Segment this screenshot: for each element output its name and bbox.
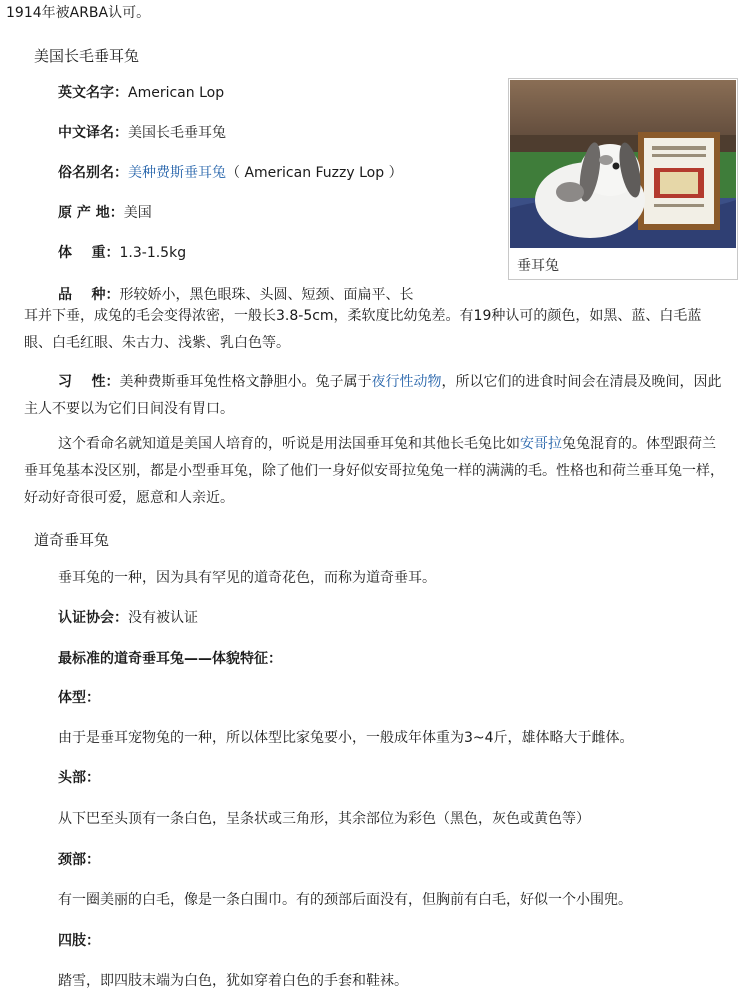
cert-label: 认证协会：	[58, 610, 128, 626]
section-title-dutch-lop: 道奇垂耳兔	[34, 531, 110, 549]
standard-heading: 最标准的道奇垂耳兔——体貌特征：	[58, 651, 282, 667]
info-row-origin	[58, 202, 152, 222]
chinese-name-value: 美国长毛垂耳兔	[128, 125, 226, 141]
desc-text-a: 这个看命名就知道是美国人培育的，听说是用法国垂耳兔和其他长毛兔比如	[58, 436, 520, 452]
dutch-lop-intro: 垂耳兔的一种，因为具有罕见的道奇花色，而称为道奇垂耳。	[58, 570, 436, 586]
weight-label: 体 重：	[58, 245, 120, 261]
info-row-weight	[58, 242, 186, 262]
english-name-label: 英文名字：	[58, 85, 128, 101]
weight-value: 1.3-1.5kg	[119, 245, 187, 261]
image-card	[508, 78, 738, 280]
alias-rest: （ American Fuzzy Lop ）	[226, 165, 403, 181]
angora-link[interactable]: 安哥拉	[520, 436, 562, 452]
breed-text-line1: 形较娇小，黑色眼珠、头圆、短颈、面扁平、长	[119, 287, 414, 303]
cert-row	[58, 607, 198, 627]
intro-text: 1914年被ARBA认可。	[6, 5, 151, 21]
habit-text-b: ，所以它们的进食时间会在清晨及晚间，因此主人不要以为它们日间没有胃口。	[24, 374, 722, 417]
alias-label: 俗名别名：	[58, 165, 128, 181]
info-row-alias	[58, 162, 403, 182]
chinese-name-label: 中文译名：	[58, 125, 128, 141]
habit-paragraph	[24, 369, 729, 423]
neck-text: 有一圈美丽的白毛，像是一条白围巾。有的颈部后面没有，但胸前有白毛，好似一个小围兜。	[58, 892, 632, 908]
body-shape-text: 由于是垂耳宠物兔的一种，所以体型比家兔要小，一般成年体重为3~4斤，雄体略大于雌体。	[58, 730, 634, 746]
limbs-text: 踏雪，即四肢末端为白色，犹如穿着白色的手套和鞋袜。	[58, 973, 408, 989]
origin-label: 原 产 地：	[58, 205, 124, 221]
section-title-american-lop: 美国长毛垂耳兔	[34, 47, 140, 65]
nocturnal-animal-link[interactable]: 夜行性动物	[371, 374, 442, 390]
head-heading: 头部：	[58, 770, 100, 786]
english-name-value: American Lop	[128, 85, 225, 101]
description-paragraph	[24, 431, 729, 512]
breed-text-rest: 耳并下垂，成兔的毛会变得浓密，一般长3.8-5cm，柔软度比幼兔差。有19种认可的颜色，如黑、蓝、白毛蓝眼、白毛红眼、朱古力、浅紫、乳白色等。	[24, 308, 702, 351]
habit-text-a: 美种费斯垂耳兔性格文静胆小。兔子属于	[119, 374, 372, 390]
info-row-english	[58, 82, 224, 102]
info-row-chinese	[58, 122, 226, 142]
habit-label: 习 性：	[58, 374, 120, 390]
body-shape-heading: 体型：	[58, 690, 100, 706]
breed-label: 品 种：	[58, 287, 120, 303]
limbs-heading: 四肢：	[58, 933, 100, 949]
head-text: 从下巴至头顶有一条白色，呈条状或三角形，其余部位为彩色（黑色，灰色或黄色等）	[58, 811, 590, 827]
image-caption: 垂耳兔	[517, 258, 559, 274]
breed-line1	[58, 284, 414, 304]
rabbit-photo[interactable]	[510, 80, 736, 248]
neck-heading: 颈部：	[58, 852, 100, 868]
cert-value: 没有被认证	[128, 610, 198, 626]
desc-text-b: 兔兔混育的。体型跟荷兰垂耳兔基本没区别，都是小型垂耳兔，除了他们一身好似安哥拉兔兔一样的满满的毛。性格也和荷兰垂耳兔一样，好动好奇很可爱，愿意和人亲近。	[24, 436, 724, 506]
alias-link[interactable]: 美种费斯垂耳兔	[128, 165, 226, 181]
origin-value: 美国	[123, 205, 152, 221]
